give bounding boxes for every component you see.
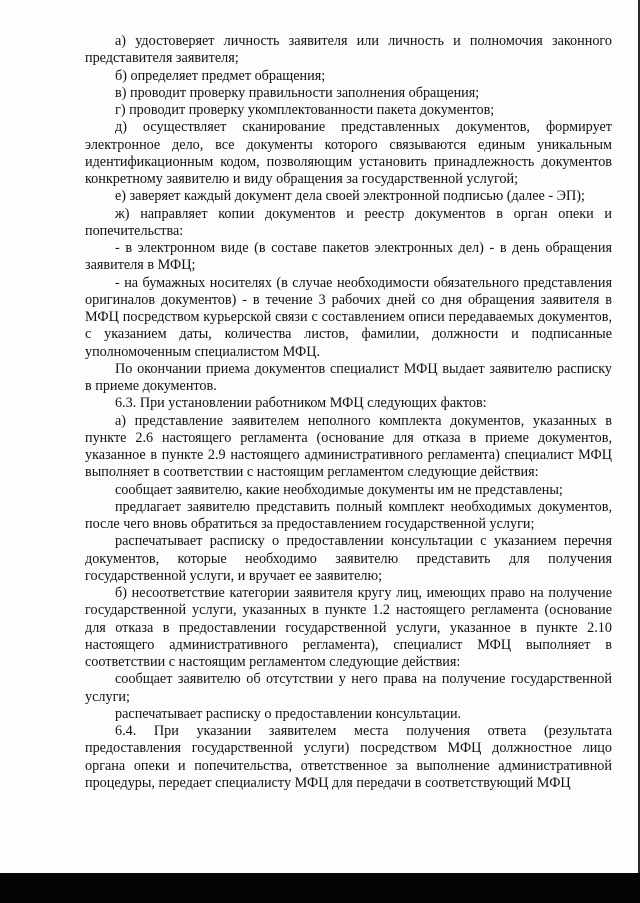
paragraph-6-3-a: а) представление заявителем неполного комплекта документов, указанных в пункте 2.6 настоящего регламента (основание для отказа в приеме документов, указанное в пункте 2.9 настоящего административного регламента) специалист МФЦ выполняет в соответствии с настоящим регламентом следующие действия: <box>85 412 612 481</box>
paragraph-inform-no-right: сообщает заявителю об отсутствии у него права на получение государственной услуги; <box>85 671 612 705</box>
paragraph-6-4: 6.4. При указании заявителем места получения ответа (результата предоставления государственной услуги) посредством МФЦ должностное лицо органа опеки и попечительства, ответственное за выполнение административной процедуры, передает специалисту МФЦ для передачи в соответствующий МФЦ <box>85 723 612 791</box>
paragraph-electronic: - в электронном виде (в составе пакетов электронных дел) - в день обращения заявителя в МФЦ; <box>85 240 612 274</box>
paragraph-a: а) удостоверяет личность заявителя или личность и полномочия законного представителя заявителя; <box>85 33 612 67</box>
scan-bottom-border <box>0 873 640 903</box>
paragraph-print-receipt: распечатывает расписку о предоставлении консультации. <box>115 705 462 722</box>
paragraph-e: е) заверяет каждый документ дела своей электронной подписью (далее - ЭП); <box>115 188 585 205</box>
paragraph-inform-missing: сообщает заявителю, какие необходимые документы им не представлены; <box>115 481 563 498</box>
paragraph-v: в) проводит проверку правильности заполнения обращения; <box>115 84 480 101</box>
paragraph-g: г) проводит проверку укомплектованности пакета документов; <box>115 102 495 118</box>
paragraph-zh: ж) направляет копии документов и реестр документов в орган опеки и попечительства: <box>85 205 612 239</box>
paragraph-6-3-b: б) несоответствие категории заявителя кругу лиц, имеющих право на получение государственной услуги, указанных в пункте 1.2 настоящего регламента (основание для отказа в предоставлении государственной услуги, указанное в пункте 2.10 настоящего административного регламента), специалист МФЦ выполняет в соответствии с настоящим регламентом следующие действия: <box>85 585 612 670</box>
paragraph-offer-complete: предлагает заявителю представить полный комплект необходимых документов, после чего вновь обратиться за предоставлением государственной услуги; <box>85 498 612 532</box>
paragraph-paper: - на бумажных носителях (в случае необходимости обязательного представления оригиналов документов) - в течение 3 рабочих дней со дня обращения заявителя в МФЦ посредством курьерской связи с составлением описи передаваемых документов, с указанием даты, количества листов, фамилии, должности и подписанные уполномоченным специалистом МФЦ. <box>85 274 612 360</box>
paragraph-print-receipt-list: распечатывает расписку о предоставлении консультации с указанием перечня документов, которые необходимо заявителю представить для получения государственной услуги, и вручает ее заявителю; <box>85 533 612 584</box>
document-body <box>85 33 612 792</box>
paragraph-6-3: 6.3. При установлении работником МФЦ следующих фактов: <box>115 395 487 412</box>
paragraph-receipt: По окончании приема документов специалист МФЦ выдает заявителю расписку в приеме документов. <box>85 360 612 394</box>
paragraph-b: б) определяет предмет обращения; <box>115 67 326 84</box>
paragraph-d: д) осуществляет сканирование представленных документов, формирует электронное дело, все документы которого связываются единым уникальным идентификационным кодом, позволяющим установить принадлежность документов конкретному заявителю и виду обращения за государственной услугой; <box>85 119 612 187</box>
